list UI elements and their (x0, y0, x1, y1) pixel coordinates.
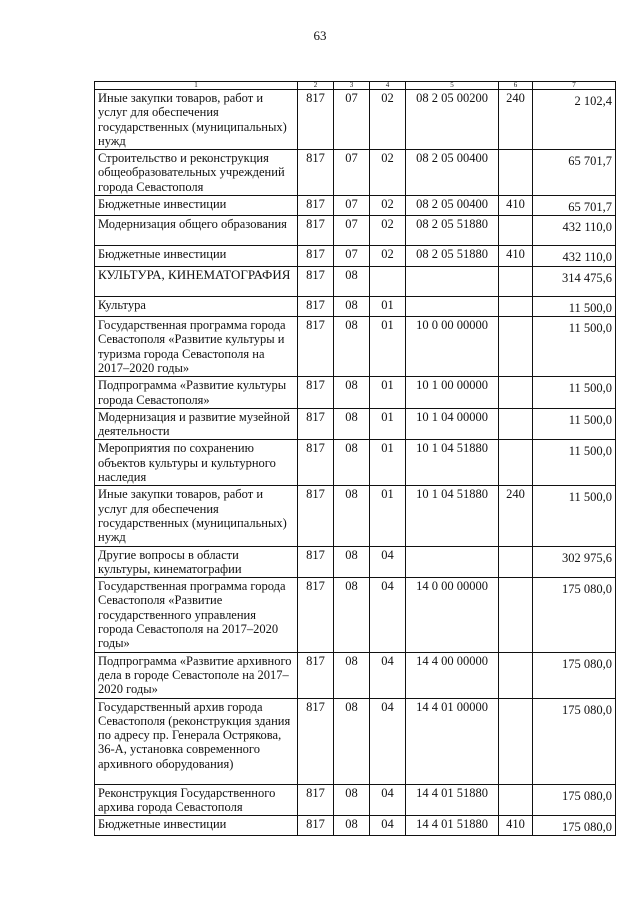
subsection-code: 04 (370, 546, 406, 578)
expense-type (499, 216, 533, 246)
admin-code: 817 (298, 816, 334, 836)
row-name: Модернизация общего образования (95, 216, 298, 246)
table-row (95, 546, 616, 578)
amount: 302 975,6 (533, 546, 616, 578)
amount: 432 110,0 (533, 246, 616, 266)
table-row (95, 408, 616, 440)
subsection-code: 02 (370, 196, 406, 216)
expense-type (499, 578, 533, 652)
expense-type (499, 408, 533, 440)
target-article: 10 0 00 00000 (406, 317, 499, 377)
expense-type (499, 296, 533, 316)
section-code: 08 (334, 816, 370, 836)
admin-code: 817 (298, 246, 334, 266)
admin-code: 817 (298, 784, 334, 816)
admin-code: 817 (298, 486, 334, 546)
row-name: Иные закупки товаров, работ и услуг для обеспечения государственных (муниципальных) нужд (95, 486, 298, 546)
expense-type (499, 784, 533, 816)
target-article: 14 0 00 00000 (406, 578, 499, 652)
row-name: Другие вопросы в области культуры, кинематографии (95, 546, 298, 578)
expense-type (499, 317, 533, 377)
admin-code: 817 (298, 578, 334, 652)
table-row (95, 698, 616, 784)
section-code: 07 (334, 150, 370, 196)
section-code: 08 (334, 784, 370, 816)
table-row (95, 216, 616, 246)
admin-code: 817 (298, 296, 334, 316)
amount: 175 080,0 (533, 816, 616, 836)
expense-type (499, 698, 533, 784)
column-number-row (95, 82, 616, 90)
table-row (95, 296, 616, 316)
expense-type (499, 266, 533, 296)
subsection-code: 02 (370, 246, 406, 266)
admin-code: 817 (298, 216, 334, 246)
section-code: 07 (334, 90, 370, 150)
subsection-code: 01 (370, 317, 406, 377)
section-code: 08 (334, 698, 370, 784)
row-name: КУЛЬТУРА, КИНЕМАТОГРАФИЯ (95, 266, 298, 296)
table-row (95, 486, 616, 546)
budget-table (94, 81, 616, 836)
admin-code: 817 (298, 377, 334, 409)
expense-type (499, 440, 533, 486)
amount: 65 701,7 (533, 150, 616, 196)
expense-type: 410 (499, 816, 533, 836)
section-code: 07 (334, 216, 370, 246)
table-row (95, 377, 616, 409)
amount: 432 110,0 (533, 216, 616, 246)
column-number: 4 (370, 82, 406, 90)
amount: 11 500,0 (533, 440, 616, 486)
amount: 11 500,0 (533, 408, 616, 440)
target-article (406, 546, 499, 578)
column-number: 1 (95, 82, 298, 90)
section-code: 07 (334, 196, 370, 216)
row-name: Бюджетные инвестиции (95, 196, 298, 216)
target-article (406, 296, 499, 316)
target-article: 10 1 04 51880 (406, 486, 499, 546)
table-row (95, 816, 616, 836)
amount: 175 080,0 (533, 698, 616, 784)
table-row (95, 440, 616, 486)
section-code: 08 (334, 296, 370, 316)
expense-type (499, 652, 533, 698)
table-row (95, 317, 616, 377)
row-name: Строительство и реконструкция общеобразовательных учреждений города Севастополя (95, 150, 298, 196)
column-number: 3 (334, 82, 370, 90)
subsection-code: 01 (370, 377, 406, 409)
row-name: Иные закупки товаров, работ и услуг для обеспечения государственных (муниципальных) нужд (95, 90, 298, 150)
subsection-code (370, 266, 406, 296)
row-name: Бюджетные инвестиции (95, 246, 298, 266)
amount: 175 080,0 (533, 652, 616, 698)
section-code: 08 (334, 317, 370, 377)
amount: 11 500,0 (533, 317, 616, 377)
amount: 175 080,0 (533, 784, 616, 816)
admin-code: 817 (298, 652, 334, 698)
column-number: 5 (406, 82, 499, 90)
expense-type: 410 (499, 246, 533, 266)
row-name: Реконструкция Государственного архива города Севастополя (95, 784, 298, 816)
expense-type: 240 (499, 90, 533, 150)
admin-code: 817 (298, 440, 334, 486)
target-article: 14 4 01 51880 (406, 784, 499, 816)
target-article: 08 2 05 51880 (406, 246, 499, 266)
target-article: 08 2 05 51880 (406, 216, 499, 246)
column-number: 2 (298, 82, 334, 90)
target-article (406, 266, 499, 296)
column-number: 7 (533, 82, 616, 90)
section-code: 08 (334, 440, 370, 486)
section-code: 08 (334, 546, 370, 578)
target-article: 10 1 00 00000 (406, 377, 499, 409)
expense-type: 240 (499, 486, 533, 546)
subsection-code: 04 (370, 652, 406, 698)
admin-code: 817 (298, 317, 334, 377)
admin-code: 817 (298, 698, 334, 784)
target-article: 08 2 05 00200 (406, 90, 499, 150)
expense-type (499, 150, 533, 196)
subsection-code: 04 (370, 698, 406, 784)
admin-code: 817 (298, 196, 334, 216)
admin-code: 817 (298, 90, 334, 150)
row-name: Государственный архив города Севастополя (реконструкция здания по адресу пр. Генерала Острякова, 36-А, установка современного архивного оборудования) (95, 698, 298, 784)
subsection-code: 01 (370, 440, 406, 486)
subsection-code: 04 (370, 784, 406, 816)
amount: 314 475,6 (533, 266, 616, 296)
table-row (95, 652, 616, 698)
admin-code: 817 (298, 408, 334, 440)
table-row (95, 90, 616, 150)
row-name: Культура (95, 296, 298, 316)
admin-code: 817 (298, 266, 334, 296)
subsection-code: 01 (370, 486, 406, 546)
subsection-code: 02 (370, 150, 406, 196)
amount: 2 102,4 (533, 90, 616, 150)
table-row (95, 784, 616, 816)
row-name: Подпрограмма «Развитие культуры города Севастополя» (95, 377, 298, 409)
row-name: Мероприятия по сохранению объектов культуры и культурного наследия (95, 440, 298, 486)
row-name: Государственная программа города Севастополя «Развитие культуры и туризма города Севастополя на 2017–2020 годы» (95, 317, 298, 377)
target-article: 14 4 01 00000 (406, 698, 499, 784)
amount: 11 500,0 (533, 296, 616, 316)
table-row (95, 246, 616, 266)
target-article: 10 1 04 51880 (406, 440, 499, 486)
amount: 11 500,0 (533, 486, 616, 546)
amount: 65 701,7 (533, 196, 616, 216)
section-code: 08 (334, 578, 370, 652)
subsection-code: 04 (370, 816, 406, 836)
section-code: 08 (334, 408, 370, 440)
row-name: Модернизация и развитие музейной деятельности (95, 408, 298, 440)
subsection-code: 01 (370, 408, 406, 440)
target-article: 14 4 01 51880 (406, 816, 499, 836)
subsection-code: 02 (370, 216, 406, 246)
amount: 175 080,0 (533, 578, 616, 652)
table-row (95, 578, 616, 652)
subsection-code: 04 (370, 578, 406, 652)
row-name: Подпрограмма «Развитие архивного дела в городе Севастополе на 2017–2020 годы» (95, 652, 298, 698)
row-name: Бюджетные инвестиции (95, 816, 298, 836)
target-article: 14 4 00 00000 (406, 652, 499, 698)
subsection-code: 02 (370, 90, 406, 150)
target-article: 08 2 05 00400 (406, 196, 499, 216)
column-number: 6 (499, 82, 533, 90)
amount: 11 500,0 (533, 377, 616, 409)
section-code: 07 (334, 246, 370, 266)
admin-code: 817 (298, 150, 334, 196)
expense-type (499, 377, 533, 409)
subsection-code: 01 (370, 296, 406, 316)
section-code: 08 (334, 266, 370, 296)
table-row (95, 196, 616, 216)
expense-type: 410 (499, 196, 533, 216)
target-article: 10 1 04 00000 (406, 408, 499, 440)
admin-code: 817 (298, 546, 334, 578)
section-code: 08 (334, 486, 370, 546)
table-row (95, 150, 616, 196)
section-code: 08 (334, 652, 370, 698)
section-code: 08 (334, 377, 370, 409)
table-row (95, 266, 616, 296)
row-name: Государственная программа города Севастополя «Развитие государственного управления города Севастополя на 2017–2020 годы» (95, 578, 298, 652)
target-article: 08 2 05 00400 (406, 150, 499, 196)
page-number: 63 (313, 28, 327, 43)
expense-type (499, 546, 533, 578)
